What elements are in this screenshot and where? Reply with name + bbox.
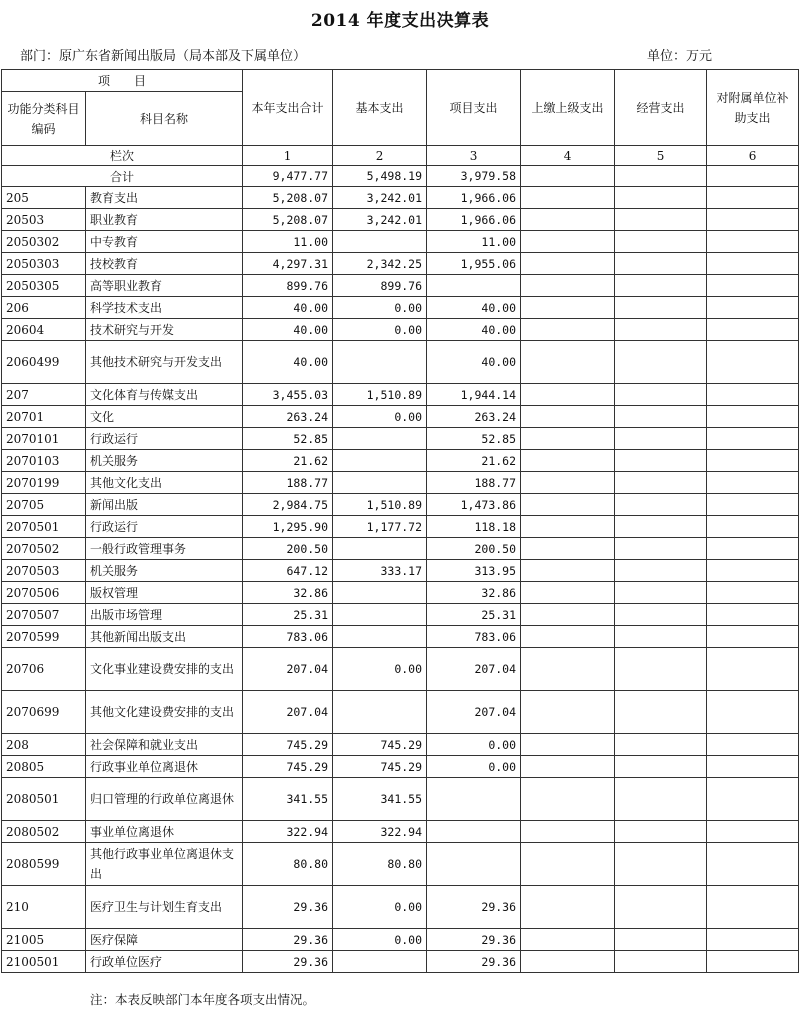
- cell-basic: 899.76: [333, 275, 427, 297]
- cell-upper: [521, 843, 615, 886]
- header-subsidy: 对附属单位补助支出: [707, 70, 799, 146]
- cell-upper: [521, 538, 615, 560]
- cell-code: 20706: [2, 648, 86, 691]
- cell-basic: [333, 691, 427, 734]
- cell-project: 1,966.06: [427, 209, 521, 231]
- cell-upper: [521, 297, 615, 319]
- cell-business: [615, 756, 707, 778]
- cell-business: [615, 843, 707, 886]
- cell-project: 200.50: [427, 538, 521, 560]
- cell-project: [427, 821, 521, 843]
- table-row: [2, 516, 799, 538]
- cell-total: 29.36: [243, 929, 333, 951]
- cell-upper: [521, 450, 615, 472]
- cell-project: 29.36: [427, 929, 521, 951]
- cell-project: 3,979.58: [427, 166, 521, 187]
- cell-name: 文化事业建设费安排的支出: [86, 648, 243, 691]
- cell-code: 20705: [2, 494, 86, 516]
- cell-name: 医疗卫生与计划生育支出: [86, 886, 243, 929]
- cell-code: 2070503: [2, 560, 86, 582]
- cell-project: 313.95: [427, 560, 521, 582]
- cell-subsidy: [707, 626, 799, 648]
- cell-upper: [521, 494, 615, 516]
- cell-name: 其他新闻出版支出: [86, 626, 243, 648]
- cell-basic: 745.29: [333, 756, 427, 778]
- cell-basic: 5,498.19: [333, 166, 427, 187]
- cell-upper: [521, 778, 615, 821]
- table-row: [2, 187, 799, 209]
- cell-name: 版权管理: [86, 582, 243, 604]
- table-row: [2, 951, 799, 973]
- cell-subsidy: [707, 886, 799, 929]
- cell-code: 205: [2, 187, 86, 209]
- table-row: [2, 341, 799, 384]
- cell-subsidy: [707, 756, 799, 778]
- cell-basic: [333, 450, 427, 472]
- cell-total: 4,297.31: [243, 253, 333, 275]
- table-row: [2, 472, 799, 494]
- cell-basic: [333, 341, 427, 384]
- cell-subsidy: [707, 384, 799, 406]
- cell-code: 2080501: [2, 778, 86, 821]
- cell-name: 职业教育: [86, 209, 243, 231]
- cell-project: 0.00: [427, 734, 521, 756]
- cell-basic: 0.00: [333, 319, 427, 341]
- cell-project: 1,944.14: [427, 384, 521, 406]
- cell-project: 1,473.86: [427, 494, 521, 516]
- cell-name: 归口管理的行政单位离退休: [86, 778, 243, 821]
- cell-project: 40.00: [427, 341, 521, 384]
- cell-code: 206: [2, 297, 86, 319]
- cell-project: 40.00: [427, 319, 521, 341]
- cell-project: 21.62: [427, 450, 521, 472]
- table-row: [2, 604, 799, 626]
- cell-basic: 3,242.01: [333, 209, 427, 231]
- cell-name: 机关服务: [86, 450, 243, 472]
- cell-subsidy: [707, 297, 799, 319]
- cell-upper: [521, 516, 615, 538]
- cell-subsidy: [707, 450, 799, 472]
- cell-name: 其他文化建设费安排的支出: [86, 691, 243, 734]
- index-cell: 3: [427, 146, 521, 166]
- cell-business: [615, 472, 707, 494]
- table-row: [2, 209, 799, 231]
- cell-business: [615, 582, 707, 604]
- cell-basic: 322.94: [333, 821, 427, 843]
- table-row: [2, 778, 799, 821]
- table-row: [2, 821, 799, 843]
- cell-code: 2070506: [2, 582, 86, 604]
- cell-subsidy: [707, 231, 799, 253]
- cell-name: 社会保障和就业支出: [86, 734, 243, 756]
- cell-project: [427, 778, 521, 821]
- cell-name: 教育支出: [86, 187, 243, 209]
- cell-basic: 1,510.89: [333, 494, 427, 516]
- cell-project: 52.85: [427, 428, 521, 450]
- cell-name: 中专教育: [86, 231, 243, 253]
- cell-business: [615, 734, 707, 756]
- table-row: [2, 428, 799, 450]
- cell-subsidy: [707, 209, 799, 231]
- cell-total: 783.06: [243, 626, 333, 648]
- table-row: [2, 406, 799, 428]
- cell-basic: 341.55: [333, 778, 427, 821]
- cell-business: [615, 929, 707, 951]
- cell-subsidy: [707, 406, 799, 428]
- cell-upper: [521, 384, 615, 406]
- cell-upper: [521, 209, 615, 231]
- cell-upper: [521, 341, 615, 384]
- cell-business: [615, 384, 707, 406]
- table-row: [2, 648, 799, 691]
- cell-business: [615, 231, 707, 253]
- cell-business: [615, 626, 707, 648]
- cell-upper: [521, 604, 615, 626]
- cell-code: 2070501: [2, 516, 86, 538]
- cell-name: 出版市场管理: [86, 604, 243, 626]
- cell-basic: 333.17: [333, 560, 427, 582]
- cell-business: [615, 406, 707, 428]
- cell-upper: [521, 187, 615, 209]
- cell-business: [615, 560, 707, 582]
- table-row: [2, 756, 799, 778]
- cell-total: 647.12: [243, 560, 333, 582]
- cell-business: [615, 886, 707, 929]
- cell-basic: 80.80: [333, 843, 427, 886]
- cell-total: 745.29: [243, 734, 333, 756]
- cell-code: 2050303: [2, 253, 86, 275]
- cell-subsidy: [707, 951, 799, 973]
- unit-label: 单位：万元: [647, 49, 713, 64]
- cell-business: [615, 538, 707, 560]
- cell-basic: [333, 472, 427, 494]
- cell-total: 207.04: [243, 691, 333, 734]
- index-cell: 4: [521, 146, 615, 166]
- cell-business: [615, 821, 707, 843]
- table-row: [2, 297, 799, 319]
- cell-subsidy: [707, 538, 799, 560]
- header-name: 科目名称: [86, 92, 243, 146]
- cell-subsidy: [707, 691, 799, 734]
- cell-project: 25.31: [427, 604, 521, 626]
- cell-code: 20503: [2, 209, 86, 231]
- cell-subsidy: [707, 472, 799, 494]
- cell-total: 5,208.07: [243, 209, 333, 231]
- cell-subsidy: [707, 341, 799, 384]
- cell-upper: [521, 472, 615, 494]
- cell-subsidy: [707, 778, 799, 821]
- cell-code: 2070103: [2, 450, 86, 472]
- cell-project: 29.36: [427, 951, 521, 973]
- cell-business: [615, 604, 707, 626]
- cell-upper: [521, 428, 615, 450]
- cell-name: 行政运行: [86, 516, 243, 538]
- table-row: [2, 275, 799, 297]
- cell-basic: [333, 604, 427, 626]
- cell-subsidy: [707, 253, 799, 275]
- cell-name: 其他行政事业单位离退休支出: [86, 843, 243, 886]
- cell-upper: [521, 253, 615, 275]
- cell-total: 5,208.07: [243, 187, 333, 209]
- cell-basic: 0.00: [333, 929, 427, 951]
- cell-business: [615, 253, 707, 275]
- cell-total: 745.29: [243, 756, 333, 778]
- cell-code: 2080502: [2, 821, 86, 843]
- table-row: [2, 626, 799, 648]
- header-basic: 基本支出: [333, 70, 427, 146]
- cell-upper: [521, 929, 615, 951]
- cell-total: 21.62: [243, 450, 333, 472]
- cell-name: 其他技术研究与开发支出: [86, 341, 243, 384]
- cell-business: [615, 951, 707, 973]
- cell-basic: [333, 582, 427, 604]
- cell-total: 40.00: [243, 319, 333, 341]
- cell-subsidy: [707, 648, 799, 691]
- table-row: [2, 734, 799, 756]
- cell-name: 一般行政管理事务: [86, 538, 243, 560]
- index-label: 栏次: [2, 146, 243, 166]
- cell-name: 文化: [86, 406, 243, 428]
- header-project: 项目支出: [427, 70, 521, 146]
- cell-business: [615, 516, 707, 538]
- cell-project: 11.00: [427, 231, 521, 253]
- table-row: [2, 494, 799, 516]
- cell-subsidy: [707, 582, 799, 604]
- index-cell: 5: [615, 146, 707, 166]
- cell-upper: [521, 951, 615, 973]
- cell-total: 32.86: [243, 582, 333, 604]
- cell-name: 文化体育与传媒支出: [86, 384, 243, 406]
- cell-subsidy: [707, 319, 799, 341]
- cell-total: 80.80: [243, 843, 333, 886]
- cell-name: 机关服务: [86, 560, 243, 582]
- cell-subsidy: [707, 516, 799, 538]
- cell-business: [615, 691, 707, 734]
- cell-total: 899.76: [243, 275, 333, 297]
- cell-total: 200.50: [243, 538, 333, 560]
- header-group-label: 项 目: [2, 70, 243, 92]
- cell-code: 20805: [2, 756, 86, 778]
- cell-basic: 0.00: [333, 886, 427, 929]
- cell-basic: 3,242.01: [333, 187, 427, 209]
- cell-basic: 1,177.72: [333, 516, 427, 538]
- cell-project: 40.00: [427, 297, 521, 319]
- cell-business: [615, 778, 707, 821]
- table-row: [2, 253, 799, 275]
- cell-name: 高等职业教育: [86, 275, 243, 297]
- cell-total: 9,477.77: [243, 166, 333, 187]
- cell-subsidy: [707, 821, 799, 843]
- cell-business: [615, 319, 707, 341]
- cell-subsidy: [707, 560, 799, 582]
- cell-business: [615, 187, 707, 209]
- cell-code: 2070699: [2, 691, 86, 734]
- expenditure-table: [1, 69, 799, 973]
- cell-upper: [521, 886, 615, 929]
- cell-name: 行政事业单位离退休: [86, 756, 243, 778]
- cell-total: 29.36: [243, 951, 333, 973]
- cell-code: 2070502: [2, 538, 86, 560]
- table-row: [2, 886, 799, 929]
- cell-upper: [521, 691, 615, 734]
- cell-total: 341.55: [243, 778, 333, 821]
- cell-total: 29.36: [243, 886, 333, 929]
- cell-code: 208: [2, 734, 86, 756]
- cell-code: 2070599: [2, 626, 86, 648]
- cell-upper: [521, 734, 615, 756]
- total-label: 合计: [2, 166, 243, 187]
- cell-basic: 0.00: [333, 297, 427, 319]
- cell-project: 32.86: [427, 582, 521, 604]
- cell-project: 0.00: [427, 756, 521, 778]
- header-total: 本年支出合计: [243, 70, 333, 146]
- cell-code: 207: [2, 384, 86, 406]
- cell-subsidy: [707, 929, 799, 951]
- cell-subsidy: [707, 494, 799, 516]
- cell-code: 2070101: [2, 428, 86, 450]
- cell-project: 207.04: [427, 691, 521, 734]
- table-row: [2, 450, 799, 472]
- cell-code: 2070507: [2, 604, 86, 626]
- cell-total: 40.00: [243, 297, 333, 319]
- total-row: [2, 166, 799, 187]
- cell-total: 25.31: [243, 604, 333, 626]
- cell-name: 行政单位医疗: [86, 951, 243, 973]
- table-row: [2, 560, 799, 582]
- cell-upper: [521, 406, 615, 428]
- cell-project: 1,955.06: [427, 253, 521, 275]
- cell-code: 2050302: [2, 231, 86, 253]
- table-row: [2, 538, 799, 560]
- table-row: [2, 929, 799, 951]
- index-cell: 6: [707, 146, 799, 166]
- index-cell: 1: [243, 146, 333, 166]
- cell-basic: 2,342.25: [333, 253, 427, 275]
- cell-project: 1,966.06: [427, 187, 521, 209]
- cell-basic: [333, 626, 427, 648]
- cell-basic: [333, 951, 427, 973]
- cell-upper: [521, 166, 615, 187]
- cell-upper: [521, 756, 615, 778]
- cell-subsidy: [707, 734, 799, 756]
- cell-code: 20701: [2, 406, 86, 428]
- cell-upper: [521, 275, 615, 297]
- cell-project: 263.24: [427, 406, 521, 428]
- cell-project: 118.18: [427, 516, 521, 538]
- table-row: [2, 691, 799, 734]
- cell-basic: 1,510.89: [333, 384, 427, 406]
- cell-project: 783.06: [427, 626, 521, 648]
- cell-total: 1,295.90: [243, 516, 333, 538]
- cell-basic: [333, 428, 427, 450]
- cell-upper: [521, 821, 615, 843]
- cell-subsidy: [707, 843, 799, 886]
- cell-business: [615, 494, 707, 516]
- cell-code: 210: [2, 886, 86, 929]
- cell-name: 其他文化支出: [86, 472, 243, 494]
- table-row: [2, 319, 799, 341]
- cell-name: 技术研究与开发: [86, 319, 243, 341]
- table-row: [2, 384, 799, 406]
- cell-subsidy: [707, 275, 799, 297]
- cell-project: 207.04: [427, 648, 521, 691]
- footnote: 注：本表反映部门本年度各项支出情况。: [90, 992, 316, 1007]
- cell-code: 2070199: [2, 472, 86, 494]
- cell-project: 29.36: [427, 886, 521, 929]
- cell-business: [615, 450, 707, 472]
- cell-basic: 745.29: [333, 734, 427, 756]
- cell-business: [615, 648, 707, 691]
- cell-subsidy: [707, 428, 799, 450]
- cell-business: [615, 341, 707, 384]
- cell-name: 新闻出版: [86, 494, 243, 516]
- cell-upper: [521, 319, 615, 341]
- cell-basic: 0.00: [333, 406, 427, 428]
- cell-code: 2080599: [2, 843, 86, 886]
- document-title: 2014 年度支出决算表: [310, 11, 490, 31]
- cell-name: 科学技术支出: [86, 297, 243, 319]
- cell-code: 2100501: [2, 951, 86, 973]
- table-row: [2, 843, 799, 886]
- cell-total: 11.00: [243, 231, 333, 253]
- cell-total: 263.24: [243, 406, 333, 428]
- cell-total: 40.00: [243, 341, 333, 384]
- cell-total: 322.94: [243, 821, 333, 843]
- cell-name: 医疗保障: [86, 929, 243, 951]
- cell-business: [615, 428, 707, 450]
- cell-upper: [521, 231, 615, 253]
- cell-basic: [333, 231, 427, 253]
- cell-upper: [521, 648, 615, 691]
- cell-code: 21005: [2, 929, 86, 951]
- cell-business: [615, 297, 707, 319]
- cell-business: [615, 275, 707, 297]
- cell-total: 207.04: [243, 648, 333, 691]
- cell-project: [427, 843, 521, 886]
- header-business: 经营支出: [615, 70, 707, 146]
- cell-code: 2060499: [2, 341, 86, 384]
- cell-business: [615, 209, 707, 231]
- cell-subsidy: [707, 166, 799, 187]
- cell-upper: [521, 560, 615, 582]
- index-cell: 2: [333, 146, 427, 166]
- cell-project: 188.77: [427, 472, 521, 494]
- cell-total: 52.85: [243, 428, 333, 450]
- header-code: 功能分类科目编码: [2, 92, 86, 146]
- table-row: [2, 231, 799, 253]
- cell-total: 2,984.75: [243, 494, 333, 516]
- cell-basic: 0.00: [333, 648, 427, 691]
- cell-name: 技校教育: [86, 253, 243, 275]
- cell-basic: [333, 538, 427, 560]
- header-upper: 上缴上级支出: [521, 70, 615, 146]
- cell-subsidy: [707, 604, 799, 626]
- cell-code: 20604: [2, 319, 86, 341]
- cell-code: 2050305: [2, 275, 86, 297]
- cell-total: 188.77: [243, 472, 333, 494]
- cell-name: 行政运行: [86, 428, 243, 450]
- table-row: [2, 582, 799, 604]
- cell-total: 3,455.03: [243, 384, 333, 406]
- department-label: 部门：原广东省新闻出版局（局本部及下属单位）: [20, 49, 307, 64]
- cell-subsidy: [707, 187, 799, 209]
- cell-upper: [521, 582, 615, 604]
- cell-name: 事业单位离退休: [86, 821, 243, 843]
- cell-upper: [521, 626, 615, 648]
- cell-business: [615, 166, 707, 187]
- cell-project: [427, 275, 521, 297]
